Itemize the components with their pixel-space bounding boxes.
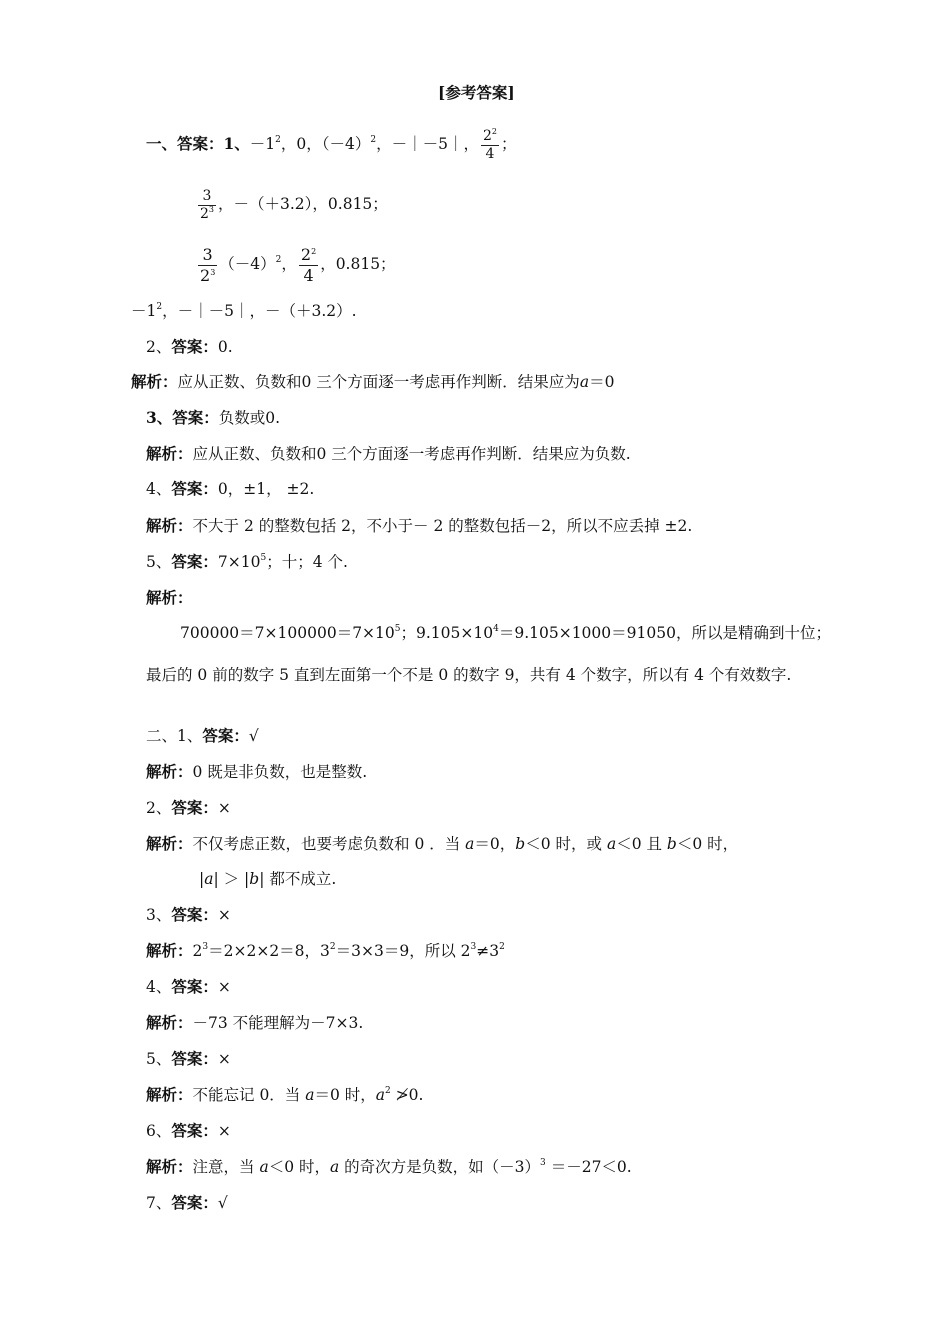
answer-mark: × (217, 906, 231, 924)
explanation-text: 0 既是非负数，也是整数. (192, 763, 368, 781)
variable-a: a (579, 373, 590, 391)
answer-label: 答案： (171, 1193, 218, 1212)
q1-row4-text-b: ，－｜－5｜，－（＋3.2）. (162, 302, 357, 320)
q5-explanation-label: 解析： (146, 588, 193, 607)
abs-bar: | (199, 870, 205, 888)
exponent-2: 2 (329, 942, 336, 952)
explanation-label: 解析： (146, 941, 193, 960)
variable-a: a (606, 835, 617, 853)
q5-number: 5、 (146, 553, 172, 571)
variable-a: a (465, 835, 475, 853)
explanation-text-a: 2 (192, 942, 203, 960)
page-title: [参考答案] (438, 83, 515, 102)
answer-mark: × (217, 1122, 231, 1140)
fraction-denominator: 2 (200, 205, 209, 222)
explanation-text: 不大于 2 的整数包括 2，不小于－ 2 的整数包括－2，所以不应丢掉 ±2. (192, 517, 693, 535)
q1-row4-text-a: －1 (131, 302, 157, 320)
q4-answer (146, 479, 314, 499)
explanation-text-a: 不仅考虑正数，也要考虑负数和 0 ．当 (192, 835, 466, 853)
q4-explanation (146, 516, 692, 536)
q1-label: 一、答案：1、 (146, 134, 250, 153)
q1-row2-fraction (198, 188, 216, 223)
exponent: 2 (385, 1086, 391, 1096)
q1-row3-fraction-1 (198, 245, 217, 286)
answer-mark: × (217, 1050, 231, 1068)
q1-row3-text-a: （－4） (219, 255, 276, 273)
s2-q2-answer (146, 798, 231, 818)
answer-label: 答案： (171, 337, 218, 356)
explanation-text-d: ＜0 且 (616, 835, 667, 853)
answer-text: 0. (217, 338, 233, 356)
q1-term-3: ，－｜－5｜， (376, 135, 479, 153)
explanation-label: 解析： (146, 762, 193, 781)
s2-q4-explanation (146, 1013, 363, 1033)
q1-row4-exponent: 2 (156, 302, 163, 312)
explanation-text-c: ≯0. (390, 1086, 424, 1104)
q1-term-1-exponent: 2 (275, 135, 281, 145)
explanation-text: －73 不能理解为－7×3. (192, 1014, 364, 1032)
exponent-3: 3 (470, 942, 477, 952)
fraction-denominator: 4 (485, 145, 495, 162)
explanation-text-d: ≠3 (476, 942, 500, 960)
q4-number: 4、 (146, 480, 172, 498)
explanation-label: 解析： (146, 1013, 193, 1032)
s2-q5-number: 5、 (146, 1050, 172, 1068)
q1-term-2: ，0，（－4） (280, 135, 371, 153)
q1-answer-row1 (146, 124, 517, 164)
explanation-text-b: ＝0， (474, 835, 516, 853)
answer-label: 答案： (171, 798, 218, 817)
s2-q4-answer (146, 977, 231, 997)
variable-a: a (330, 1158, 340, 1176)
explanation-text-a: 不能忘记 0．当 (192, 1086, 306, 1104)
q1-term-2-exponent: 2 (370, 135, 377, 145)
answer-text: 负数或0. (218, 409, 281, 427)
q1-term-1: －1 (249, 135, 276, 153)
exponent-1: 3 (202, 942, 209, 952)
variable-a: a (259, 1158, 269, 1176)
q1-row3-comma: ， (281, 255, 297, 273)
explanation-text: 应从正数、负数和0 三个方面逐一考虑再作判断．结果应为 (177, 373, 580, 391)
s2-q4-number: 4、 (146, 978, 172, 996)
explanation-text-b: ；9.105×10 (400, 624, 494, 642)
answer-text-b: ；十；4 个. (266, 553, 348, 571)
explanation-text-d: ＝－27＜0. (545, 1158, 632, 1176)
exponent: 3 (540, 1158, 546, 1168)
explanation-text-b: ＝2×2×2＝8，3 (208, 942, 330, 960)
fraction-denominator-exponent: 3 (210, 267, 216, 277)
q1-answer-row4 (131, 301, 357, 321)
fraction-numerator-exponent: 2 (311, 246, 317, 256)
explanation-label: 解析： (146, 444, 193, 463)
answer-label: 答案： (171, 977, 218, 996)
answer-label: 答案： (171, 905, 218, 924)
answer-label: 答案： (202, 726, 249, 745)
s2-q1-answer (146, 726, 259, 746)
s2-q6-answer (146, 1121, 231, 1141)
fraction-denominator: 4 (303, 265, 314, 285)
fraction-numerator: 2 (300, 244, 312, 264)
answer-mark: √ (248, 727, 259, 745)
explanation-text-a: 700000＝7×100000＝7×10 (180, 624, 395, 642)
variable-b: b (249, 870, 260, 888)
q2-answer (146, 337, 233, 357)
s2-q1-number: 二、1、 (146, 727, 203, 745)
explanation-exponent-1: 5 (394, 624, 401, 634)
q3-answer (146, 408, 280, 428)
fraction-denominator-exponent: 3 (208, 204, 215, 214)
explanation-label: 解析： (146, 1085, 193, 1104)
explanation-text-b: ＜0 时， (268, 1158, 330, 1176)
variable-a: a (305, 1086, 315, 1104)
s2-q7-answer (146, 1193, 228, 1213)
explanation-text-a: 注意，当 (192, 1158, 260, 1176)
answer-mark: √ (217, 1194, 228, 1212)
variable-a: a (375, 1086, 386, 1104)
explanation-label: 解析： (146, 834, 193, 853)
explanation-text-c: 的奇次方是负数，如（－3） (339, 1158, 541, 1176)
s2-q6-explanation (146, 1157, 632, 1177)
explanation-exponent-2: 4 (493, 624, 499, 634)
explanation-label: 解析： (146, 516, 193, 535)
explanation-text-c: ＜0 时，或 (525, 835, 607, 853)
explanation-text-c: ＝3×3＝9，所以 2 (335, 942, 471, 960)
explanation-text-c: ＝9.105×1000＝91050，所以是精确到十位； (498, 624, 831, 642)
s2-q3-explanation (146, 941, 505, 961)
answer-text-a: 7×10 (217, 553, 261, 571)
q3-explanation (146, 444, 631, 464)
fraction-numerator-exponent: 2 (491, 126, 498, 136)
s2-q5-explanation (146, 1085, 423, 1105)
variable-b: b (515, 835, 526, 853)
answer-exponent: 5 (260, 553, 267, 563)
exponent-4: 2 (499, 942, 505, 952)
explanation-end: ＝0 (589, 373, 615, 391)
answer-mark: × (217, 978, 231, 996)
fraction-numerator: 3 (198, 188, 216, 206)
q1-row3-exponent: 2 (275, 255, 282, 265)
explanation-text: 应从正数、负数和0 三个方面逐一考虑再作判断．结果应为负数. (192, 445, 631, 463)
answer-label: 答案： (171, 552, 218, 571)
variable-a: a (204, 870, 214, 888)
s2-q5-answer (146, 1049, 231, 1069)
s2-q3-number: 3、 (146, 906, 172, 924)
explanation-text-b: ＝0 时， (314, 1086, 376, 1104)
q1-row3-text-c: ，0.815； (320, 255, 396, 273)
s2-q2-number: 2、 (146, 799, 172, 817)
explanation-label: 解析： (146, 1157, 193, 1176)
q1-row2-text: ，－（＋3.2），0.815； (218, 195, 388, 213)
variable-b: b (666, 835, 677, 853)
q2-number: 2、 (146, 338, 172, 356)
s2-q6-number: 6、 (146, 1122, 172, 1140)
s2-q2-explanation (146, 834, 738, 854)
q5-explanation-line1 (180, 623, 831, 643)
fraction-denominator: 2 (200, 265, 211, 285)
s2-q7-number: 7、 (146, 1194, 172, 1212)
explanation-text-e: ＜0 时， (676, 835, 739, 853)
answer-label: 答案： (171, 479, 218, 498)
answer-label: 答案： (171, 1049, 218, 1068)
q1-row3-fraction-2 (299, 245, 318, 286)
answer-text: 0，±1， ±2. (217, 480, 315, 498)
explanation-end: | 都不成立. (259, 870, 337, 888)
q1-semicolon: ； (501, 135, 517, 153)
answer-mark: × (217, 799, 231, 817)
q1-fraction-1 (481, 128, 499, 163)
q5-answer (146, 552, 348, 572)
q1-answer-row2 (196, 184, 388, 224)
q3-label: 3、答案： (146, 408, 219, 427)
fraction-numerator: 3 (198, 245, 217, 266)
s2-q1-explanation (146, 762, 367, 782)
fraction-numerator: 2 (483, 127, 492, 144)
q1-answer-row3 (196, 242, 396, 286)
answer-label: 答案： (171, 1121, 218, 1140)
explanation-label: 解析： (131, 372, 178, 391)
s2-q2-explanation-line2 (199, 869, 336, 889)
comparison-text: | ＞ | (213, 870, 250, 888)
q2-explanation (131, 372, 614, 392)
s2-q3-answer (146, 905, 231, 925)
q5-explanation-line2: 最后的 0 前的数字 5 直到左面第一个不是 0 的数字 9，共有 4 个数字，所以有 4 个有效数字. (146, 666, 792, 684)
